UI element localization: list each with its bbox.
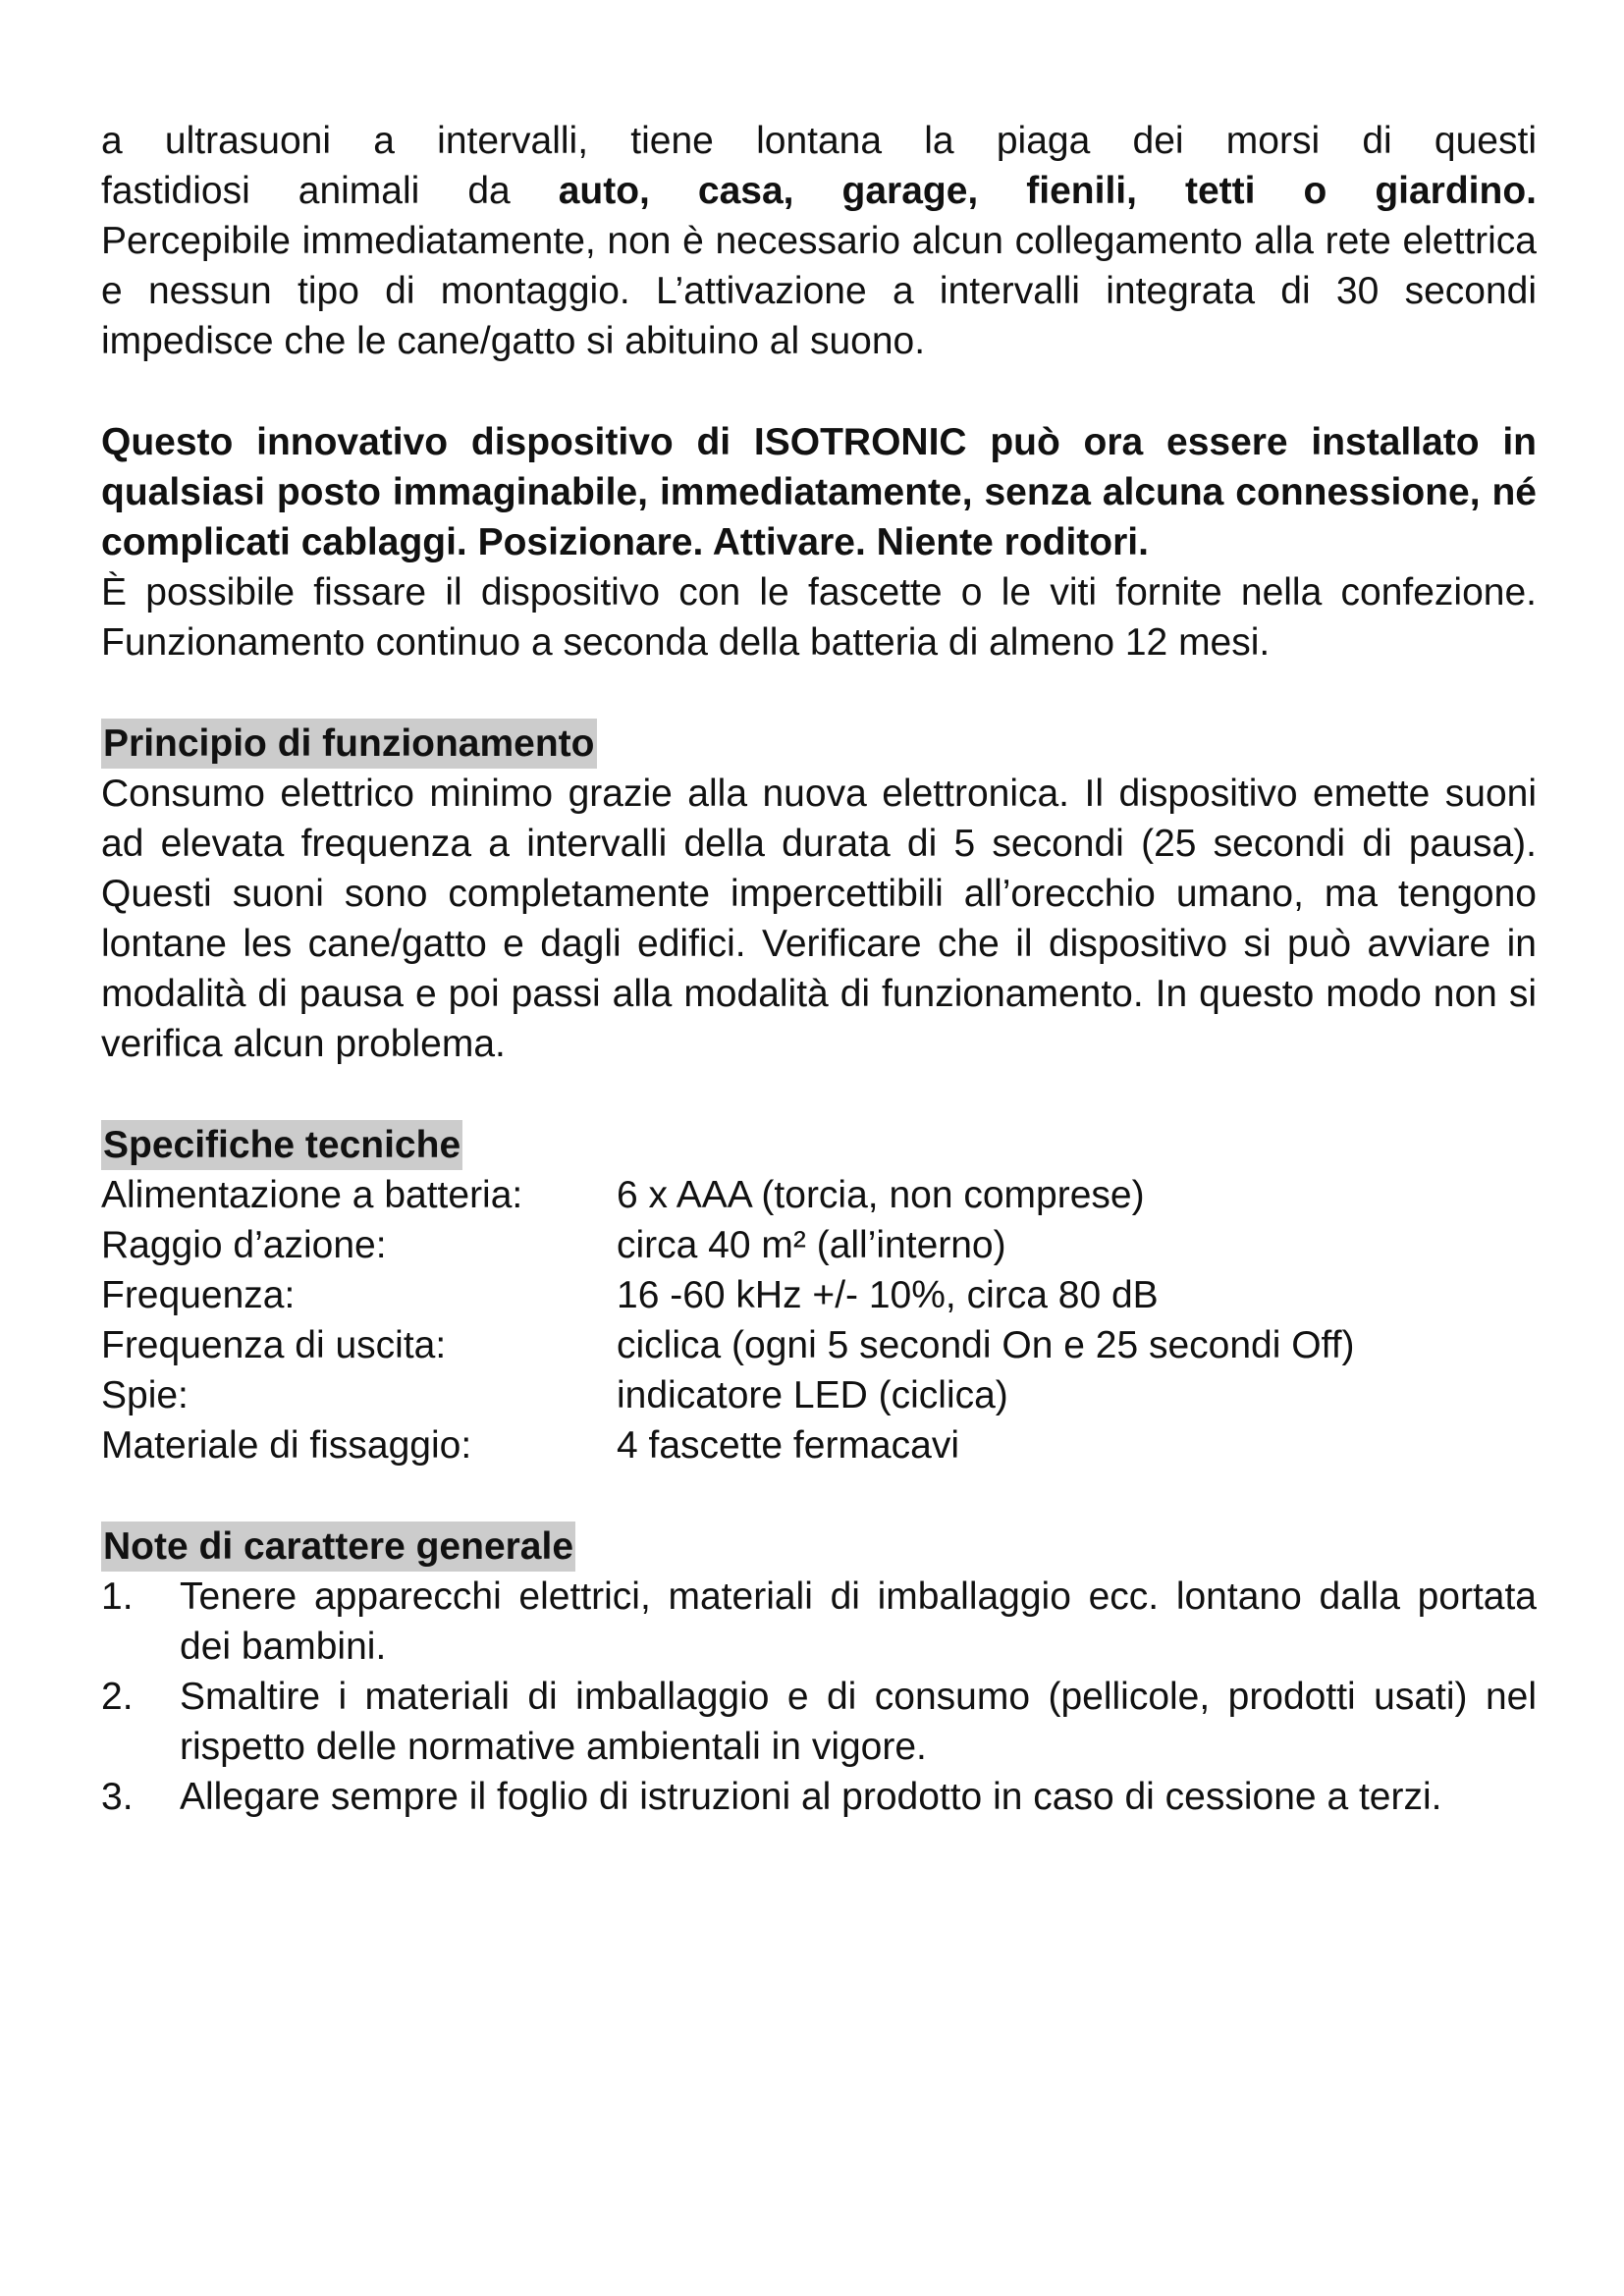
- spec-row: [101, 1220, 1355, 1270]
- list-item-text: Smaltire i materiali di imballaggio e di consumo (pellicole, prodotti usati) nel rispetto delle normative ambientali in vigore.: [180, 1676, 1537, 1768]
- specs-table: [101, 1170, 1355, 1470]
- specs-heading: Specifiche tecniche: [101, 1120, 462, 1170]
- specs-section: [101, 1120, 1537, 1470]
- spec-value: 6 x AAA (torcia, non comprese): [617, 1174, 1145, 1216]
- spec-value: indicatore LED (ciclica): [617, 1374, 1008, 1416]
- list-item: [101, 1672, 1537, 1772]
- list-item: [101, 1772, 1537, 1822]
- spec-value: 4 fascette fermacavi: [617, 1424, 959, 1467]
- notes-heading: Note di carattere generale: [101, 1522, 575, 1572]
- spec-label: Frequenza di uscita:: [101, 1324, 447, 1366]
- spec-value: circa 40 m² (all’interno): [617, 1224, 1006, 1266]
- list-item: [101, 1572, 1537, 1672]
- spec-row: [101, 1370, 1355, 1420]
- intro-section: [101, 116, 1537, 366]
- spec-row: [101, 1320, 1355, 1370]
- intro-paragraph-rest: Percepibile immediatamente, non è necessario alcun collegamento alla rete elettrica e nessun tipo di montaggio. L’attivazione a intervalli integrata di 30 secondi impedisce che le cane/gatto si abituino al suono.: [101, 220, 1537, 362]
- intro-locations-bold: auto, casa, garage, fienili, tetti o giardino.: [558, 170, 1537, 212]
- spec-row: [101, 1420, 1355, 1470]
- spec-label: Alimentazione a batteria:: [101, 1174, 523, 1216]
- highlight-section: [101, 417, 1537, 667]
- notes-list: [101, 1572, 1537, 1822]
- spec-row: [101, 1170, 1355, 1220]
- spec-value: ciclica (ogni 5 secondi On e 25 secondi Off): [617, 1324, 1355, 1366]
- document-page: [101, 116, 1537, 1822]
- highlight-bold-paragraph: Questo innovativo dispositivo di ISOTRONIC può ora essere installato in qualsiasi posto immaginabile, immediatamente, senza alcuna connessione, né complicati cablaggi. Posizionare. Attivare. Niente roditori.: [101, 421, 1537, 563]
- spec-label: Raggio d’azione:: [101, 1224, 387, 1266]
- spec-label: Materiale di fissaggio:: [101, 1424, 472, 1467]
- principle-body: Consumo elettrico minimo grazie alla nuova elettronica. Il dispositivo emette suoni ad elevata frequenza a intervalli della durata di 5 secondi (25 secondi di pausa). Questi suoni sono completamente impercettibili all’orecchio umano, ma tengono lontane les cane/gatto e dagli edifici. Verificare che il dispositivo si può avviare in modalità di pausa e poi passi alla modalità di funzionamento. In questo modo non si verifica alcun problema.: [101, 773, 1537, 1065]
- spec-value: 16 -60 kHz +/- 10%, circa 80 dB: [617, 1274, 1159, 1316]
- principle-heading: Principio di funzionamento: [101, 719, 597, 769]
- list-item-text: Tenere apparecchi elettrici, materiali di imballaggio ecc. lontano dalla portata dei bambini.: [180, 1575, 1537, 1668]
- notes-section: [101, 1522, 1537, 1822]
- intro-line-2-prefix: fastidiosi animali da: [101, 170, 559, 212]
- spec-row: [101, 1270, 1355, 1320]
- list-item-number: 3.: [101, 1776, 134, 1818]
- spec-label: Frequenza:: [101, 1274, 296, 1316]
- list-item-number: 1.: [101, 1575, 134, 1618]
- intro-line-2: [101, 166, 1537, 216]
- intro-line-1: a ultrasuoni a intervalli, tiene lontana la piaga dei morsi di questi: [101, 120, 1537, 162]
- principle-section: [101, 719, 1537, 1069]
- spec-label: Spie:: [101, 1374, 189, 1416]
- highlight-body-paragraph: È possibile fissare il dispositivo con le fascette o le viti fornite nella confezione. Funzionamento continuo a seconda della batteria di almeno 12 mesi.: [101, 571, 1537, 664]
- list-item-number: 2.: [101, 1676, 134, 1718]
- list-item-text: Allegare sempre il foglio di istruzioni al prodotto in caso di cessione a terzi.: [180, 1776, 1442, 1818]
